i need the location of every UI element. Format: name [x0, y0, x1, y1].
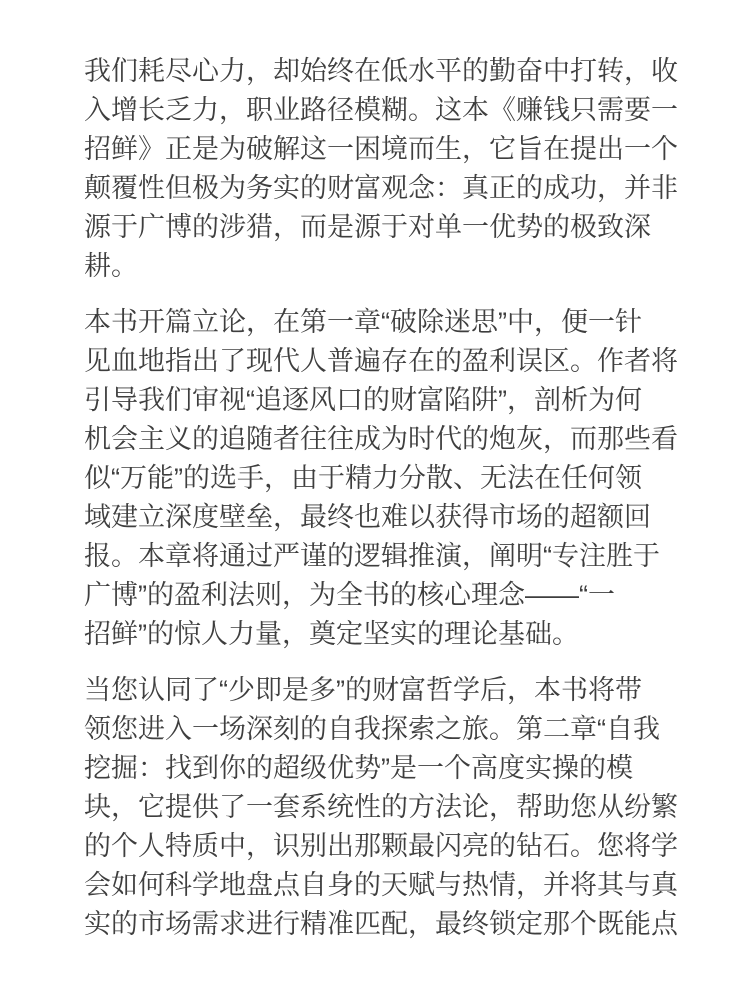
- paragraph-chapter-two: 当您认同了“少即是多”的财富哲学后，本书将带 领您进入一场深刻的自我探索之旅。第二章“自我 挖掘：找到你的超级优势”是一个高度实操的模 块，它提供了一套系统性的方法论，帮助您从纷繁 的个人特质中，识别出那颗最闪亮的钻石。您将学 会如何科学地盘点自身的天赋与热情，并将其与真 实的市场需求进行精准匹配，最终锁定那个既能点: [84, 675, 678, 939]
- article-body: [84, 52, 678, 944]
- paragraph-intro: 我们耗尽心力，却始终在低水平的勤奋中打转，收 入增长乏力，职业路径模糊。这本《赚钱只需要一 招鲜》正是为破解这一困境而生，它旨在提出一个 颠覆性但极为务实的财富观念：真正的成功，并非 源于广博的涉猎，而是源于对单一优势的极致深 耕。: [84, 56, 678, 281]
- paragraph-chapter-one: 本书开篇立论，在第一章“破除迷思”中，便一针 见血地指出了现代人普遍存在的盈利误区。作者将 引导我们审视“追逐风口的财富陷阱”，剖析为何 机会主义的追随者往往成为时代的炮灰，而那些看 似“万能”的选手，由于精力分散、无法在任何领 域建立深度壁垒，最终也难以获得市场的超额回 报。本章将通过严谨的逻辑推演，阐明“专注胜于 广博”的盈利法则，为全书的核心理念——“一 招鲜”的惊人力量，奠定坚实的理论基础。: [84, 307, 678, 649]
